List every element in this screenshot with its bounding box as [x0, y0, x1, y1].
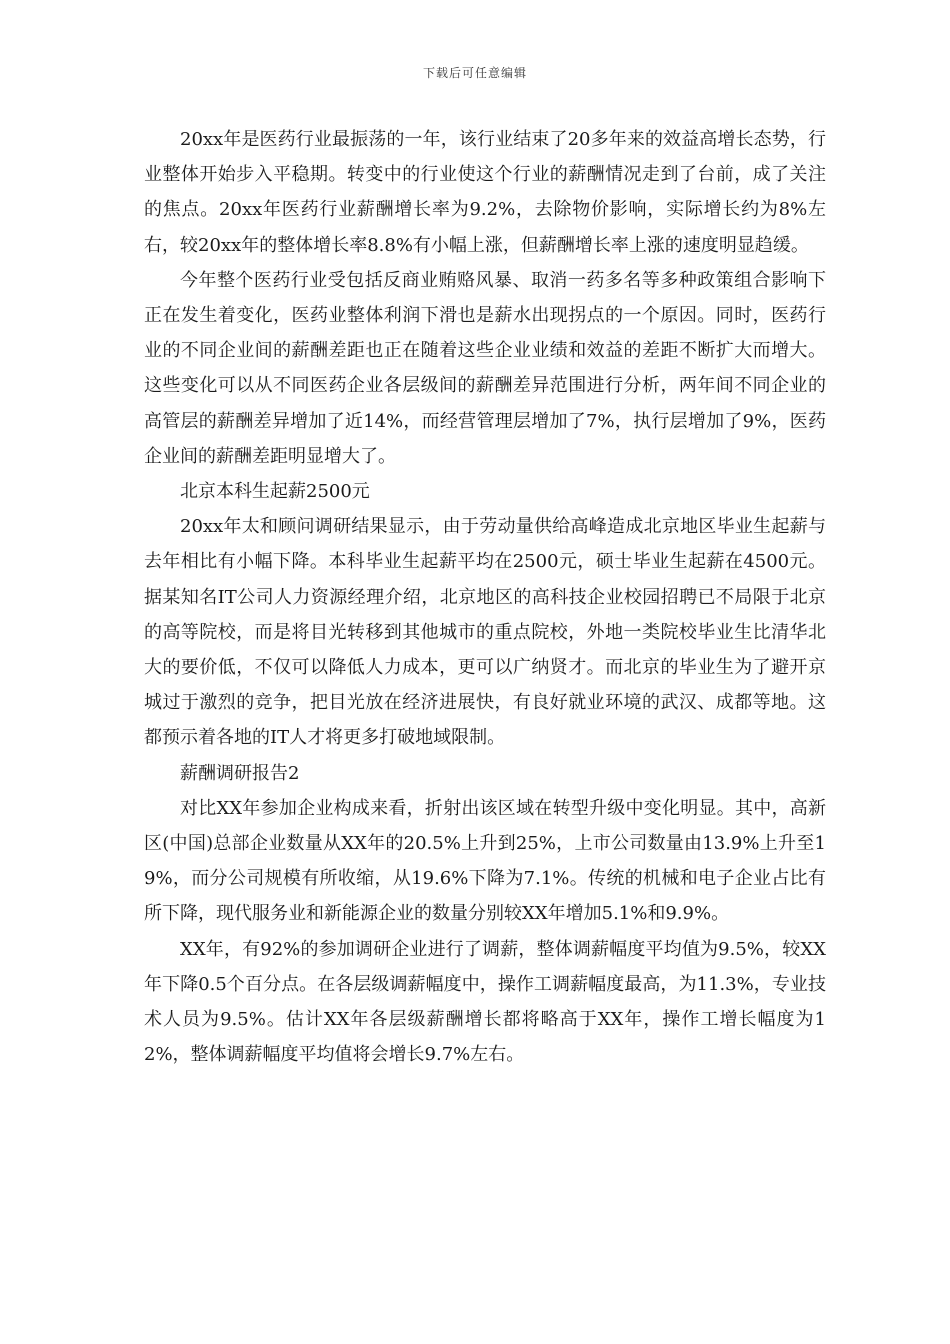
paragraph-beijing-graduates: 20xx年太和顾问调研结果显示，由于劳动量供给高峰造成北京地区毕业生起薪与去年相比有小幅下降。本科毕业生起薪平均在2500元，硕士毕业生起薪在4500元。据某知名IT公司人力资源经理介绍，北京地区的高科技企业校园招聘已不局限于北京的高等院校，而是将目光转移到其他城市的重点院校，外地一类院校毕业生比清华北大的要价低，不仅可以降低人力成本，更可以广纳贤才。而北京的毕业生为了避开京城过于激烈的竞争，把目光放在经济进展快，有良好就业环境的武汉、成都等地。这都预示着各地的IT人才将更多打破地域限制。 [144, 516, 826, 749]
section-heading-report-2: 薪酬调研报告2 [180, 762, 300, 784]
paragraph-policy-impact: 今年整个医药行业受包括反商业贿赂风暴、取消一药多名等多种政策组合影响下正在发生着变化，医药业整体利润下滑也是薪水出现拐点的一个原因。同时，医药行业的不同企业间的薪酬差距也正在随着这些企业业绩和效益的差距不断扩大而增大。这些变化可以从不同医药企业各层级间的薪酬差异范围进行分析，两年间不同企业的高管层的薪酬差异增加了近14%，而经营管理层增加了7%，执行层增加了9%，医药企业间的薪酬差距明显增大了。 [144, 269, 826, 467]
paragraph-industry-overview: 20xx年是医药行业最振荡的一年，该行业结束了20多年来的效益高增长态势，行业整体开始步入平稳期。转变中的行业使这个行业的薪酬情况走到了台前，成了关注的焦点。20xx年医药行业薪酬增长率为9.2%，去除物价影响，实际增长约为8%左右，较20xx年的整体增长率8.8%有小幅上涨，但薪酬增长率上涨的速度明显趋缓。 [144, 129, 826, 256]
paragraph-enterprise-composition: 对比XX年参加企业构成来看，折射出该区域在转型升级中变化明显。其中，高新区(中国)总部企业数量从XX年的20.5%上升到25%，上市公司数量由13.9%上升至19%，而分公司规模有所收缩，从19.6%下降为7.1%。传统的机械和电子企业占比有所下降，现代服务业和新能源企业的数量分别较XX年增加5.1%和9.9%。 [144, 797, 826, 925]
paragraph-salary-adjustment: XX年，有92%的参加调研企业进行了调薪，整体调薪幅度平均值为9.5%，较XX年下降0.5个百分点。在各层级调薪幅度中，操作工调薪幅度最高，为11.3%，专业技术人员为9.5%。估计XX年各层级薪酬增长都将略高于XX年，操作工增长幅度为12%，整体调薪幅度平均值将会增长9.7%左右。 [144, 938, 826, 1066]
document-body [144, 122, 826, 1072]
page-header-note: 下载后可任意编辑 [422, 66, 527, 80]
section-heading-beijing-salary: 北京本科生起薪2500元 [180, 481, 370, 503]
